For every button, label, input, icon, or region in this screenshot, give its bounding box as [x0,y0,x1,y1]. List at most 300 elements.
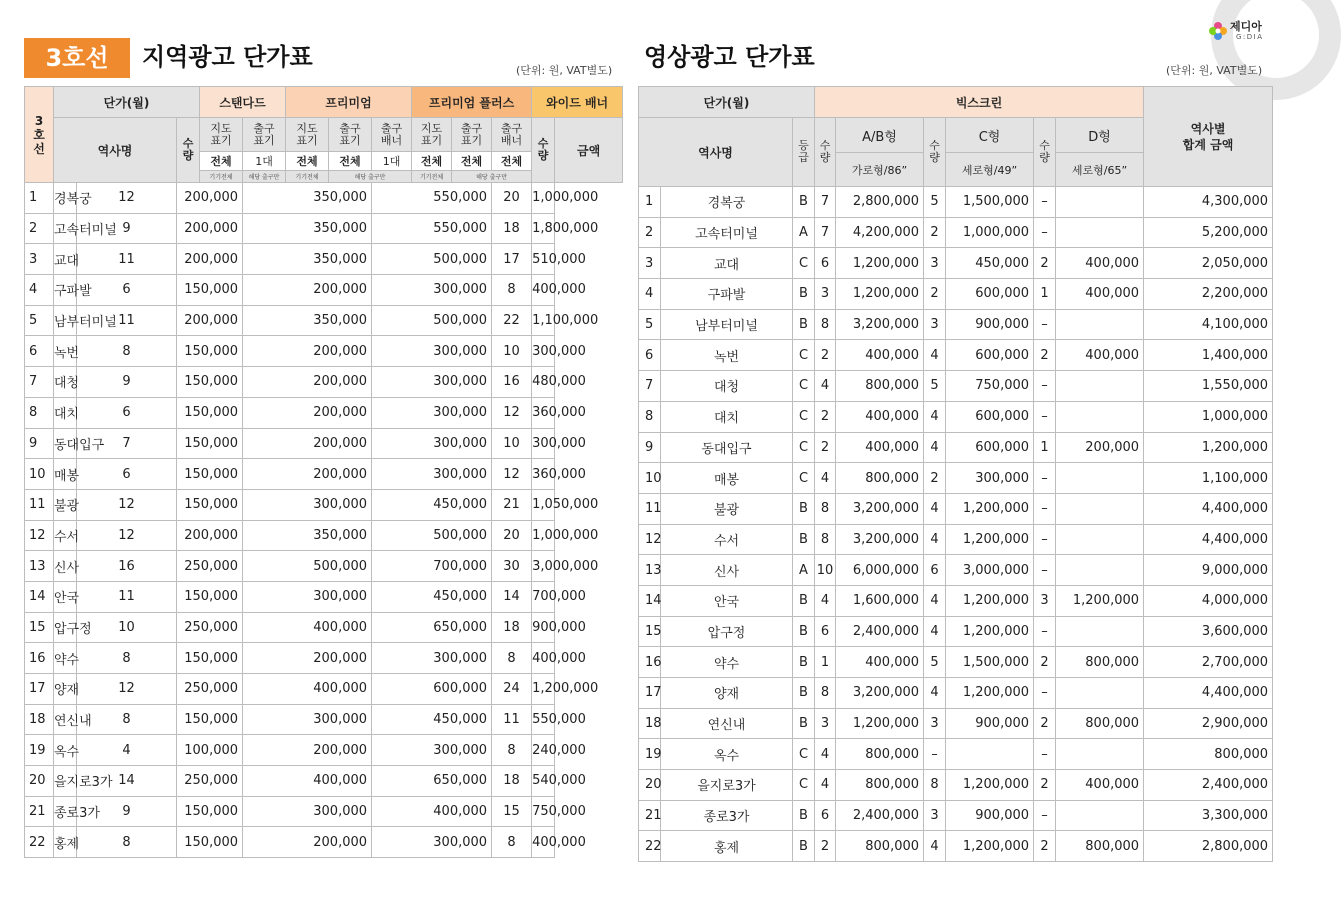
table-row [25,704,623,735]
standard-price: 100,000 [177,735,243,766]
standard-price: 150,000 [177,581,243,612]
ab-size-header: 가로형/86” [836,153,924,187]
d-price [1056,524,1144,555]
regional-ad-price-table [24,86,623,858]
premium-plus-price: 500,000 [372,520,492,551]
ab-price: 2,400,000 [836,800,924,831]
total-amount: 800,000 [1144,739,1273,770]
row-number: 13 [639,555,661,586]
ab-price: 400,000 [836,401,924,432]
qty-cell: 9 [77,213,177,244]
row-number: 4 [639,279,661,310]
c-qty: 5 [924,187,946,218]
premium-plus-price: 300,000 [372,275,492,306]
row-number: 11 [25,489,54,520]
c-qty: 3 [924,309,946,340]
amount: 400,000 [532,275,555,306]
grade: C [793,770,815,801]
row-number: 15 [639,616,661,647]
pre-one: 1대 [372,152,412,171]
standard-price: 150,000 [177,367,243,398]
std-exit-sign-header: 출구 표기 [243,118,286,152]
qty-cell: 11 [77,581,177,612]
ab-qty: 8 [815,309,836,340]
pre-all-2: 전체 [329,152,372,171]
row-number: 19 [25,735,54,766]
d-size-header: 세로형/65” [1056,153,1144,187]
wide-qty: 18 [492,213,532,244]
row-number: 14 [25,581,54,612]
wide-qty: 16 [492,367,532,398]
plus-all-3: 전체 [492,152,532,171]
premium-price: 300,000 [243,489,372,520]
c-qty: 4 [924,831,946,862]
table-row [639,340,1273,371]
amount: 750,000 [532,796,555,827]
d-price: 400,000 [1056,279,1144,310]
row-number: 21 [639,800,661,831]
d-qty: 2 [1034,770,1056,801]
ab-qty: 8 [815,678,836,709]
c-qty: 5 [924,647,946,678]
premium-plus-price: 500,000 [372,244,492,275]
line-side-label [25,87,54,183]
amount: 1,100,000 [532,305,555,336]
flower-logo-icon [1208,21,1228,43]
wide-qty: 11 [492,704,532,735]
standard-price: 150,000 [177,489,243,520]
qty-cell: 8 [77,704,177,735]
ab-price: 800,000 [836,463,924,494]
d-price: 400,000 [1056,248,1144,279]
premium-price: 300,000 [243,796,372,827]
amount: 1,050,000 [532,489,555,520]
row-number: 1 [25,183,54,214]
wide-qty: 12 [492,397,532,428]
premium-plus-price: 550,000 [372,213,492,244]
table-row [25,244,623,275]
total-amount: 1,400,000 [1144,340,1273,371]
premium-plus-price: 450,000 [372,489,492,520]
row-number: 3 [25,244,54,275]
ab-price: 1,200,000 [836,248,924,279]
amount: 360,000 [532,397,555,428]
premium-price: 300,000 [243,704,372,735]
station-name: 연신내 [54,704,77,735]
total-amount: 2,900,000 [1144,708,1273,739]
std-exit-note: 해당 출구만 [243,171,286,183]
d-qty: 2 [1034,708,1056,739]
ab-price: 800,000 [836,770,924,801]
station-name: 대청 [54,367,77,398]
amount: 900,000 [532,612,555,643]
standard-price: 250,000 [177,551,243,582]
station-name: 교대 [54,244,77,275]
d-price: 400,000 [1056,340,1144,371]
wide-qty: 15 [492,796,532,827]
qty-header: 수 량 [177,118,200,183]
plus-map-sign-header: 지도 표기 [412,118,452,152]
c-price: 600,000 [946,401,1034,432]
amount: 1,200,000 [532,674,555,705]
station-name: 신사 [661,555,793,586]
premium-price: 350,000 [243,213,372,244]
row-number: 18 [25,704,54,735]
grade: B [793,187,815,218]
table-row [25,581,623,612]
table-row [639,555,1273,586]
c-price: 750,000 [946,371,1034,402]
total-amount: 2,800,000 [1144,831,1273,862]
c-price: 600,000 [946,432,1034,463]
c-qty: 4 [924,616,946,647]
total-amount: 2,200,000 [1144,279,1273,310]
c-price: 1,200,000 [946,493,1034,524]
std-map-sign-header: 지도 표기 [200,118,243,152]
station-name: 불광 [54,489,77,520]
premium-price: 200,000 [243,459,372,490]
d-price [1056,555,1144,586]
amount-header: 금액 [555,118,623,183]
amount: 360,000 [532,459,555,490]
c-price: 600,000 [946,340,1034,371]
ab-price: 800,000 [836,831,924,862]
d-qty: – [1034,524,1056,555]
ab-qty: 2 [815,432,836,463]
d-qty: – [1034,371,1056,402]
d-price: 800,000 [1056,831,1144,862]
d-qty: – [1034,739,1056,770]
amount: 400,000 [532,643,555,674]
total-amount: 4,400,000 [1144,678,1273,709]
plus-all-1: 전체 [412,152,452,171]
table-row [25,367,623,398]
table-row [639,371,1273,402]
row-number: 11 [639,493,661,524]
standard-price: 150,000 [177,397,243,428]
row-number: 7 [25,367,54,398]
table-row [25,674,623,705]
row-number: 17 [25,674,54,705]
row-number: 8 [639,401,661,432]
wide-qty: 14 [492,581,532,612]
ab-header: A/B형 [836,118,924,153]
total-header: 역사별 합계 금액 [1144,87,1273,187]
qty-cell: 8 [77,643,177,674]
qty-cell: 11 [77,244,177,275]
d-price: 400,000 [1056,770,1144,801]
wide-qty: 8 [492,643,532,674]
ab-price: 400,000 [836,340,924,371]
amount: 300,000 [532,336,555,367]
station-name: 옥수 [54,735,77,766]
total-amount: 1,200,000 [1144,432,1273,463]
premium-price: 350,000 [243,305,372,336]
table-row [639,800,1273,831]
pre-map-sign-header: 지도 표기 [286,118,329,152]
row-number: 15 [25,612,54,643]
station-name: 동대입구 [661,432,793,463]
bigscreen-header: 빅스크린 [815,87,1144,118]
qty-cell: 6 [77,459,177,490]
table-row [639,217,1273,248]
company-logo [1206,20,1286,46]
c-price: 1,500,000 [946,187,1034,218]
grade: B [793,800,815,831]
total-amount: 2,400,000 [1144,770,1273,801]
ab-price: 800,000 [836,739,924,770]
row-number: 8 [25,397,54,428]
station-name: 수서 [54,520,77,551]
standard-price: 200,000 [177,244,243,275]
table-row [639,309,1273,340]
wide-qty: 20 [492,183,532,214]
table-row [639,831,1273,862]
left-unit: (단위: 원, VAT별도) [516,64,613,77]
c-qty: 4 [924,524,946,555]
premium-price: 200,000 [243,643,372,674]
station-name: 녹번 [54,336,77,367]
logo-subtext: G:DIA [1236,33,1264,41]
total-amount: 1,550,000 [1144,371,1273,402]
qty-cell: 14 [77,766,177,797]
d-price [1056,309,1144,340]
station-name: 매봉 [54,459,77,490]
standard-price: 150,000 [177,827,243,858]
ab-qty: 6 [815,800,836,831]
amount: 480,000 [532,367,555,398]
d-qty: – [1034,493,1056,524]
grade: B [793,309,815,340]
premium-price: 500,000 [243,551,372,582]
standard-price: 200,000 [177,183,243,214]
table-row [639,616,1273,647]
row-number: 2 [639,217,661,248]
c-qty: 4 [924,340,946,371]
c-price: 1,200,000 [946,616,1034,647]
station-name: 안국 [54,581,77,612]
premium-plus-price: 300,000 [372,428,492,459]
premium-price: 200,000 [243,428,372,459]
table-row [639,647,1273,678]
d-qty: – [1034,463,1056,494]
premium-price: 200,000 [243,397,372,428]
pre-device-note: 기기전체 [286,171,329,183]
wide-qty: 12 [492,459,532,490]
right-title: 영상광고 단가표 [644,43,815,71]
station-name: 대치 [661,401,793,432]
premium-plus-price: 600,000 [372,674,492,705]
wide-qty: 18 [492,612,532,643]
c-price: 900,000 [946,800,1034,831]
station-name: 남부터미널 [661,309,793,340]
wide-qty: 8 [492,735,532,766]
station-name: 약수 [661,647,793,678]
standard-price: 250,000 [177,766,243,797]
table-row [639,708,1273,739]
c-qty: 8 [924,770,946,801]
total-amount: 9,000,000 [1144,555,1273,586]
premium-plus-price: 650,000 [372,612,492,643]
logo-text: 제디아 [1230,20,1262,33]
row-number: 10 [639,463,661,494]
table-row [25,643,623,674]
standard-price: 150,000 [177,643,243,674]
station-name: 양재 [54,674,77,705]
ab-qty: 4 [815,739,836,770]
standard-price: 150,000 [177,796,243,827]
qty-cell: 12 [77,674,177,705]
premium-price: 200,000 [243,275,372,306]
d-header: D형 [1056,118,1144,153]
ab-price: 1,200,000 [836,708,924,739]
station-name: 불광 [661,493,793,524]
c-qty: 2 [924,217,946,248]
ab-price: 2,400,000 [836,616,924,647]
grade: C [793,371,815,402]
d-qty: – [1034,616,1056,647]
d-qty: – [1034,309,1056,340]
table-row [639,678,1273,709]
premium-price: 400,000 [243,766,372,797]
ab-qty: 1 [815,647,836,678]
c-price: 1,200,000 [946,585,1034,616]
ab-qty: 3 [815,279,836,310]
plus-device-note: 기기전체 [412,171,452,183]
ab-qty: 6 [815,248,836,279]
premium-plus-price: 650,000 [372,766,492,797]
qty-cell: 10 [77,612,177,643]
d-price [1056,800,1144,831]
station-name: 종로3가 [54,796,77,827]
premium-price: 200,000 [243,827,372,858]
line-badge: 3호선 [24,38,130,78]
total-amount: 3,600,000 [1144,616,1273,647]
table-row [639,463,1273,494]
total-amount: 2,700,000 [1144,647,1273,678]
row-number: 1 [639,187,661,218]
plus-all-2: 전체 [452,152,492,171]
ab-qty: 4 [815,585,836,616]
total-amount: 4,300,000 [1144,187,1273,218]
station-name: 고속터미널 [54,213,77,244]
row-number: 9 [25,428,54,459]
std-one: 1대 [243,152,286,171]
row-number: 2 [25,213,54,244]
wide-banner-header: 와이드 배너 [532,87,623,118]
d-qty: – [1034,800,1056,831]
ab-qty: 8 [815,524,836,555]
qty-cell: 8 [77,827,177,858]
wide-qty: 21 [492,489,532,520]
premium-plus-price: 500,000 [372,305,492,336]
d-qty-header: 수 량 [1034,118,1056,187]
qty-cell: 7 [77,428,177,459]
station-name: 구파발 [661,279,793,310]
plus-exit-note: 해당 출구만 [452,171,532,183]
ab-price: 6,000,000 [836,555,924,586]
table-row [639,432,1273,463]
row-number: 12 [25,520,54,551]
table-row [25,551,623,582]
table-row [25,735,623,766]
d-price [1056,401,1144,432]
qty-cell: 4 [77,735,177,766]
grade: C [793,248,815,279]
pre-exit-sign-header: 출구 표기 [329,118,372,152]
table-row [25,459,623,490]
std-all: 전체 [200,152,243,171]
premium-plus-price: 700,000 [372,551,492,582]
row-number: 20 [25,766,54,797]
table-row [25,213,623,244]
station-name: 약수 [54,643,77,674]
standard-price: 150,000 [177,275,243,306]
station-name: 고속터미널 [661,217,793,248]
amount: 240,000 [532,735,555,766]
row-number: 20 [639,770,661,801]
d-qty: – [1034,401,1056,432]
ab-price: 3,200,000 [836,678,924,709]
amount: 3,000,000 [532,551,555,582]
d-qty: 2 [1034,647,1056,678]
qty-cell: 11 [77,305,177,336]
ab-qty: 2 [815,831,836,862]
grade: C [793,340,815,371]
premium-plus-price: 400,000 [372,796,492,827]
total-amount: 4,100,000 [1144,309,1273,340]
premium-header: 프리미엄 [286,87,412,118]
amount: 540,000 [532,766,555,797]
row-number: 16 [639,647,661,678]
plus-exit-sign-header: 출구 표기 [452,118,492,152]
table-row [25,183,623,214]
d-price [1056,217,1144,248]
qty-cell: 12 [77,520,177,551]
table-row [639,187,1273,218]
premium-plus-header: 프리미엄 플러스 [412,87,532,118]
d-qty: 3 [1034,585,1056,616]
station-name: 종로3가 [661,800,793,831]
standard-price: 200,000 [177,520,243,551]
premium-plus-price: 300,000 [372,336,492,367]
row-number: 5 [25,305,54,336]
premium-price: 300,000 [243,581,372,612]
row-number: 16 [25,643,54,674]
standard-price: 250,000 [177,612,243,643]
station-name: 안국 [661,585,793,616]
premium-plus-price: 450,000 [372,581,492,612]
ab-price: 1,200,000 [836,279,924,310]
wide-qty: 10 [492,336,532,367]
grade: B [793,678,815,709]
table-row [639,770,1273,801]
station-name: 경복궁 [661,187,793,218]
row-number: 5 [639,309,661,340]
standard-price: 150,000 [177,704,243,735]
premium-price: 400,000 [243,674,372,705]
station-name: 수서 [661,524,793,555]
grade: B [793,585,815,616]
qty-cell: 8 [77,336,177,367]
row-number: 19 [639,739,661,770]
grade: C [793,463,815,494]
standard-price: 200,000 [177,305,243,336]
c-qty: 4 [924,401,946,432]
video-price-header: 단가(월) [639,87,815,118]
ab-price: 3,200,000 [836,493,924,524]
table-row [639,739,1273,770]
